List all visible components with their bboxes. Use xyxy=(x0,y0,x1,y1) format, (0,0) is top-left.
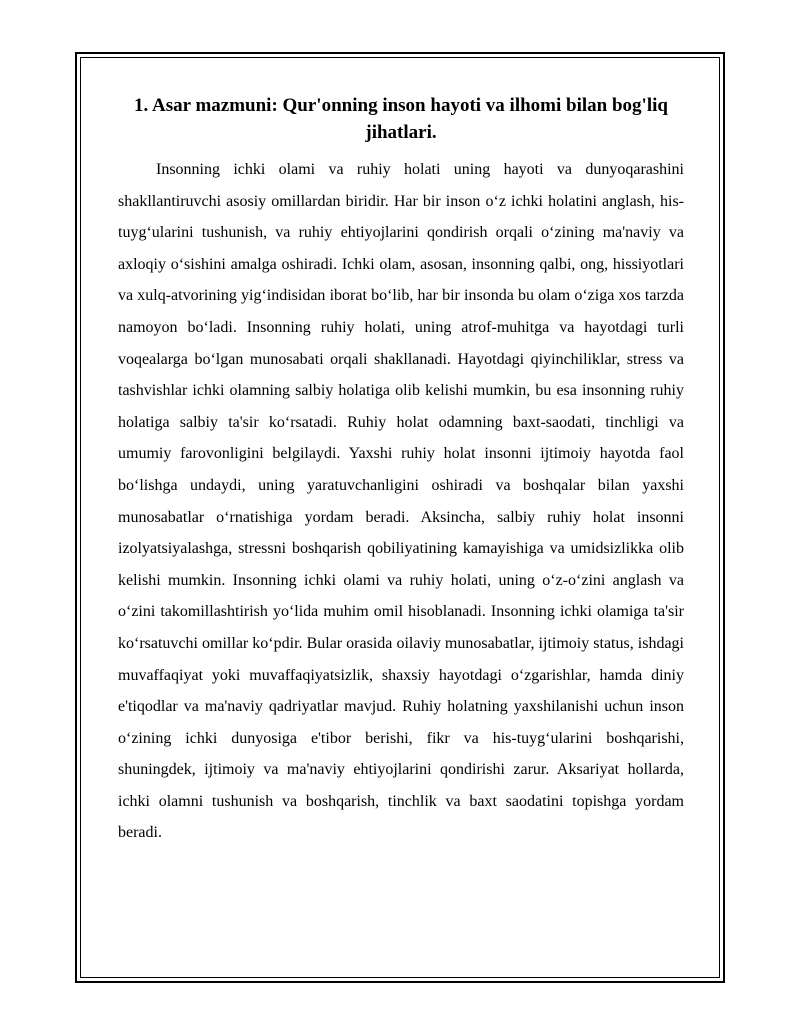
document-content xyxy=(118,92,684,849)
section-title: 1. Asar mazmuni: Qur'onning inson hayoti va ilhomi bilan bog'liq jihatlari. xyxy=(134,95,668,143)
body-paragraph: Insonning ichki olami va ruhiy holati uning hayoti va dunyoqarashini shakllantiruvchi asosiy omillardan biridir. Har bir inson o‘z ichki holatini anglash, his-tuyg‘ularini tushunish, va ruhiy ehtiyojlarini qondirish orqali o‘zining ma'naviy va axloqiy o‘sishini amalga oshiradi. Ichki olam, asosan, insonning qalbi, ong, hissiyotlari va xulq-atvorining yig‘indisidan iborat bo‘lib, har bir insonda bu olam o‘ziga xos tarzda namoyon bo‘ladi. Insonning ruhiy holati, uning atrof-muhitga va hayotdagi turli voqealarga bo‘lgan munosabati orqali shakllanadi. Hayotdagi qiyinchiliklar, stress va tashvishlar ichki olamning salbiy holatiga olib kelishi mumkin, bu esa insonning ruhiy holatiga salbiy ta'sir ko‘rsatadi. Ruhiy holat odamning baxt-saodati, tinchligi va umumiy farovonligini belgilaydi. Yaxshi ruhiy holat insonni ijtimoiy hayotda faol bo‘lishga undaydi, uning yaratuvchanligini oshiradi va boshqalar bilan yaxshi munosabatlar o‘rnatishiga yordam beradi. Aksincha, salbiy ruhiy holat insonni izolyatsiyalashga, stressni boshqarish qobiliyatining kamayishiga va umidsizlikka olib kelishi mumkin. Insonning ichki olami va ruhiy holati, uning o‘z-o‘zini anglash va o‘zini takomillashtirish yo‘lida muhim omil hisoblanadi. Insonning ichki olamiga ta'sir ko‘rsatuvchi omillar ko‘pdir. Bular orasida oilaviy munosabatlar, ijtimoiy status, ishdagi muvaffaqiyat yoki muvaffaqiyatsizlik, shaxsiy hayotdagi o‘zgarishlar, hamda diniy e'tiqodlar va ma'naviy qadriyatlar mavjud. Ruhiy holatning yaxshilanishi uchun inson o‘zining ichki dunyosiga e'tibor berishi, fikr va his-tuyg‘ularini boshqarishi, shuningdek, ijtimoiy va ma'naviy ehtiyojlarini qondirishi zarur. Aksariyat hollarda, ichki olamni tushunish va boshqarish, tinchlik va baxt saodatini topishga yordam beradi. xyxy=(118,161,684,842)
